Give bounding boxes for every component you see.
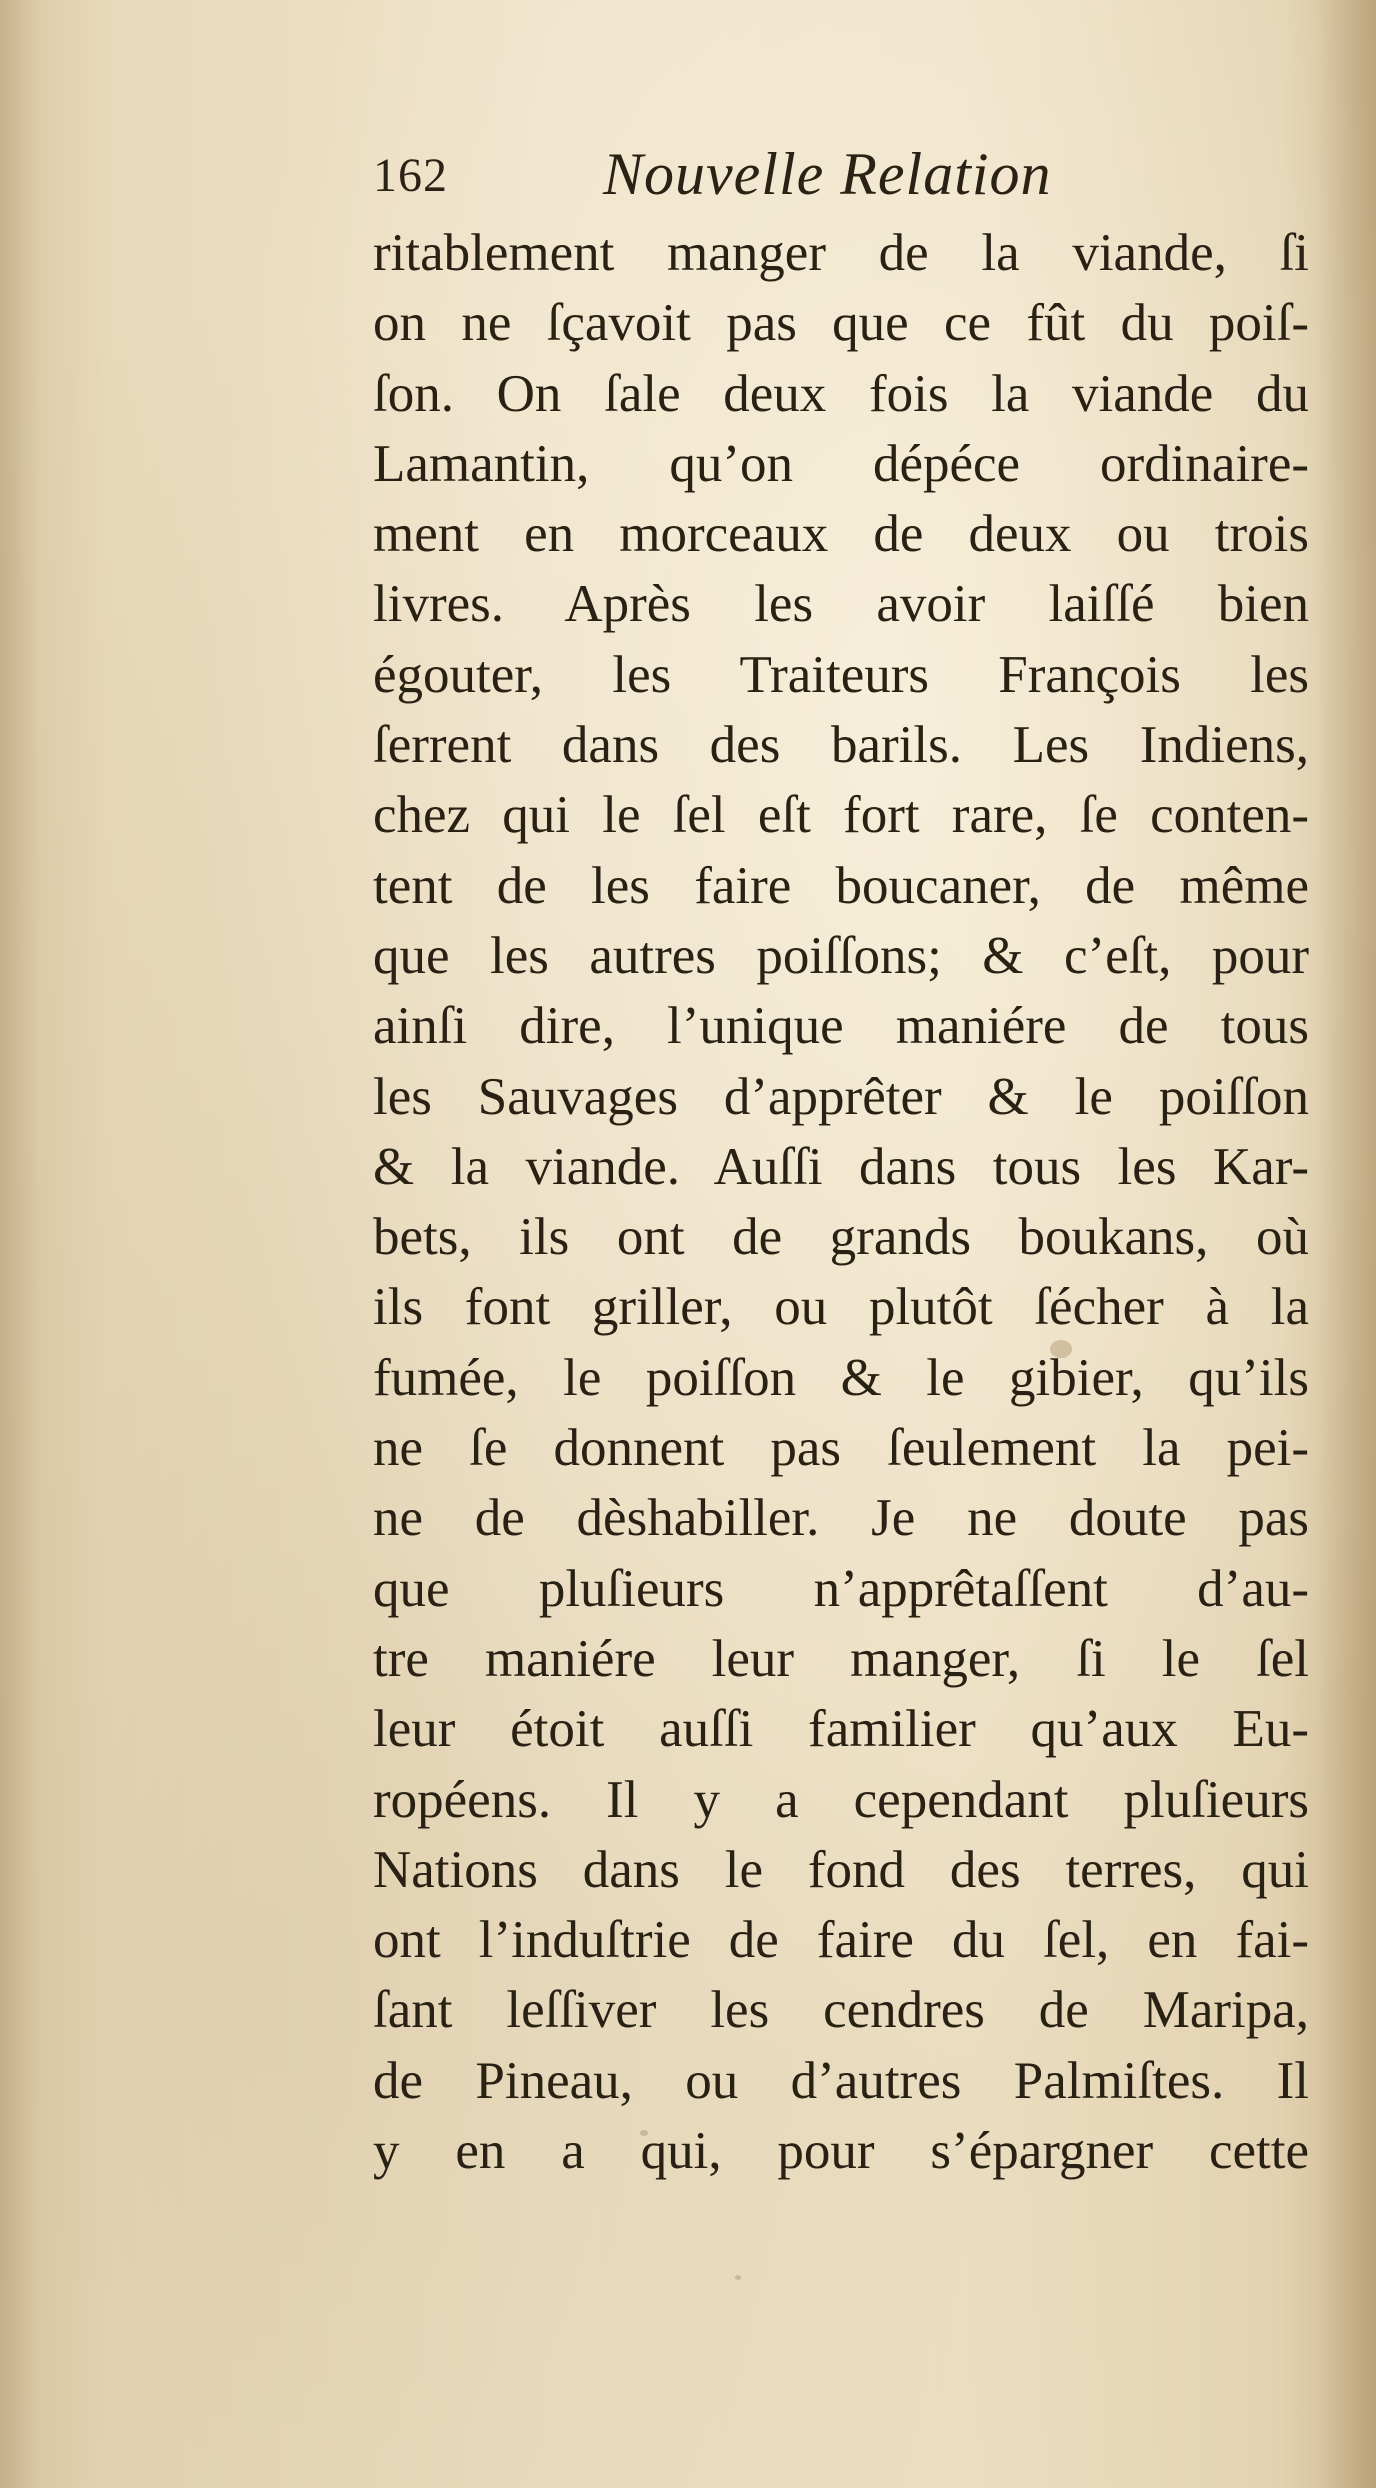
text-line: ne ſe donnent pas ſeulement la pei- <box>373 1419 1309 1478</box>
foxing-spot <box>735 2275 741 2280</box>
text-line: livres. Après les avoir laiſſé bien <box>373 575 1309 634</box>
text-line: chez qui le ſel eſt fort rare, ſe conten- <box>373 786 1309 845</box>
text-line: de Pineau, ou d’autres Palmiſtes. Il <box>373 2051 1309 2110</box>
body-text <box>373 218 1309 2186</box>
text-line: ainſi dire, l’unique maniére de tous <box>373 997 1309 1056</box>
text-line: y en a qui, pour s’épargner cette <box>373 2122 1309 2181</box>
text-line: tent de les faire boucaner, de même <box>373 856 1309 915</box>
text-line: on ne ſçavoit pas que ce fût du poiſ- <box>373 294 1309 353</box>
text-line: que les autres poiſſons; & c’eſt, pour <box>373 926 1309 985</box>
text-line: ont l’induſtrie de faire du ſel, en fai- <box>373 1911 1309 1970</box>
text-line: leur étoit auſſi familier qu’aux Eu- <box>373 1700 1309 1759</box>
page-header <box>373 140 1123 220</box>
text-line: fumée, le poiſſon & le gibier, qu’ils <box>373 1348 1309 1407</box>
text-line: égouter, les Traiteurs François les <box>373 645 1309 704</box>
text-line: ne de dèshabiller. Je ne doute pas <box>373 1489 1309 1548</box>
text-line: & la viande. Auſſi dans tous les Kar- <box>373 1137 1309 1196</box>
text-line: tre maniére leur manger, ſi le ſel <box>373 1629 1309 1688</box>
text-line: ſon. On ſale deux fois la viande du <box>373 364 1309 423</box>
text-line: ſerrent dans des barils. Les Indiens, <box>373 716 1309 775</box>
spine-shadow <box>1316 0 1376 2488</box>
text-line: ropéens. Il y a cependant pluſieurs <box>373 1770 1309 1829</box>
text-line: ment en morceaux de deux ou trois <box>373 505 1309 564</box>
text-line: Lamantin, qu’on dépéce ordinaire- <box>373 434 1309 493</box>
page-number: 162 <box>373 149 448 202</box>
text-line: ils font griller, ou plutôt ſécher à la <box>373 1278 1309 1337</box>
text-line: que pluſieurs n’apprêtaſſent d’au- <box>373 1559 1309 1618</box>
text-line: ſant leſſiver les cendres de Maripa, <box>373 1981 1309 2040</box>
text-line: ritablement manger de la viande, ſi <box>373 224 1309 282</box>
page-edge-shading <box>0 0 40 2488</box>
running-title: Nouvelle Relation <box>603 141 1052 207</box>
text-line: les Sauvages d’apprêter & le poiſſon <box>373 1067 1309 1126</box>
text-line: Nations dans le fond des terres, qui <box>373 1840 1309 1899</box>
text-line: bets, ils ont de grands boukans, où <box>373 1208 1309 1267</box>
